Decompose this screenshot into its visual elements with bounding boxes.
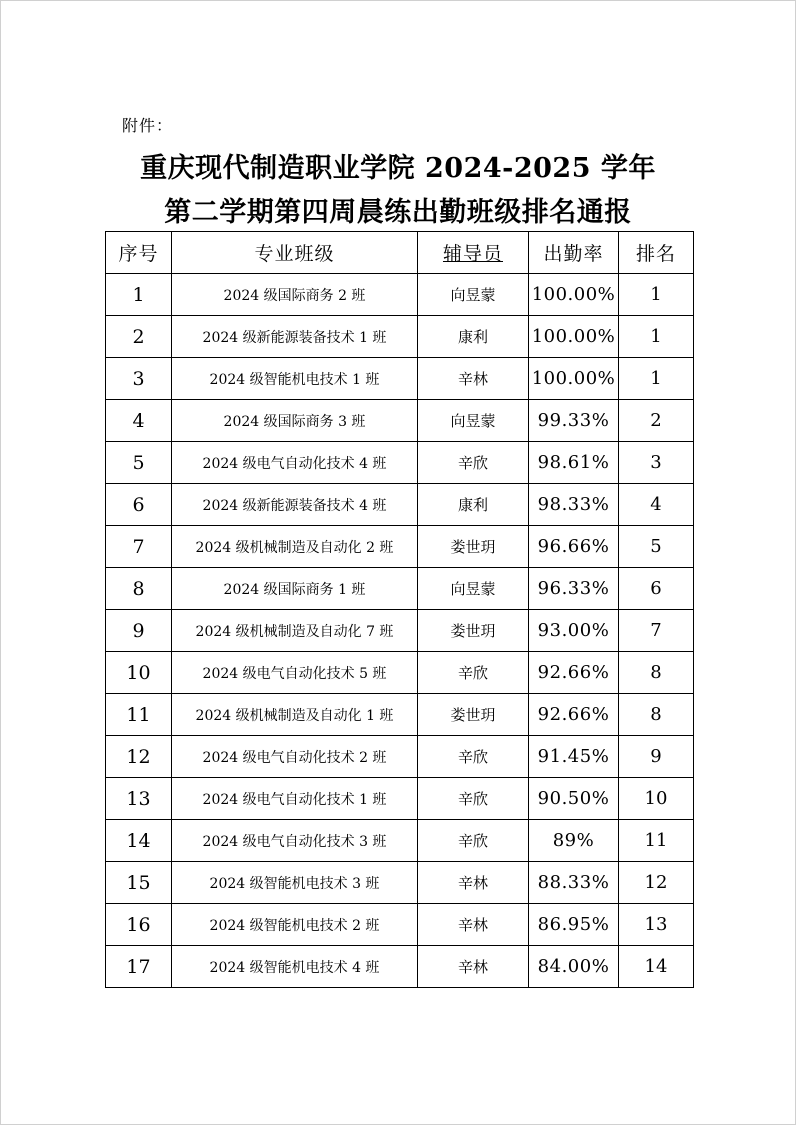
cell-rate: 100.00% [529, 358, 619, 400]
cell-counselor: 向昱蒙 [418, 274, 529, 316]
cell-counselor: 辛欣 [418, 442, 529, 484]
cell-seq: 14 [106, 820, 172, 862]
cell-counselor: 辛林 [418, 862, 529, 904]
cell-class: 2024 级智能机电技术 1 班 [172, 358, 418, 400]
cell-counselor: 辛林 [418, 904, 529, 946]
cell-rank: 12 [619, 862, 694, 904]
cell-rate: 100.00% [529, 316, 619, 358]
attendance-ranking-table [105, 231, 694, 988]
cell-class: 2024 级国际商务 2 班 [172, 274, 418, 316]
header-counselor: 辅导员 [418, 232, 529, 274]
cell-class: 2024 级电气自动化技术 1 班 [172, 778, 418, 820]
cell-seq: 6 [106, 484, 172, 526]
cell-rate: 91.45% [529, 736, 619, 778]
cell-rate: 98.61% [529, 442, 619, 484]
document-title-line1: 重庆现代制造职业学院 2024-2025 学年 [140, 153, 656, 184]
cell-rate: 96.66% [529, 526, 619, 568]
cell-class: 2024 级新能源装备技术 4 班 [172, 484, 418, 526]
cell-seq: 8 [106, 568, 172, 610]
cell-seq: 12 [106, 736, 172, 778]
cell-seq: 3 [106, 358, 172, 400]
cell-rank: 3 [619, 442, 694, 484]
cell-seq: 9 [106, 610, 172, 652]
cell-class: 2024 级机械制造及自动化 2 班 [172, 526, 418, 568]
cell-seq: 10 [106, 652, 172, 694]
cell-class: 2024 级电气自动化技术 5 班 [172, 652, 418, 694]
cell-rank: 5 [619, 526, 694, 568]
cell-rank: 10 [619, 778, 694, 820]
cell-seq: 11 [106, 694, 172, 736]
cell-class: 2024 级机械制造及自动化 7 班 [172, 610, 418, 652]
cell-seq: 13 [106, 778, 172, 820]
cell-rank: 1 [619, 316, 694, 358]
cell-counselor: 辛欣 [418, 652, 529, 694]
cell-counselor: 康利 [418, 484, 529, 526]
cell-rate: 88.33% [529, 862, 619, 904]
table-row [106, 904, 694, 946]
cell-rate: 99.33% [529, 400, 619, 442]
cell-rank: 6 [619, 568, 694, 610]
cell-rank: 14 [619, 946, 694, 988]
table-row [106, 694, 694, 736]
header-rank: 排名 [619, 232, 694, 274]
cell-class: 2024 级电气自动化技术 2 班 [172, 736, 418, 778]
table-row [106, 736, 694, 778]
cell-class: 2024 级电气自动化技术 3 班 [172, 820, 418, 862]
cell-class: 2024 级智能机电技术 3 班 [172, 862, 418, 904]
header-seq: 序号 [106, 232, 172, 274]
header-rate: 出勤率 [529, 232, 619, 274]
cell-seq: 7 [106, 526, 172, 568]
cell-counselor: 辛林 [418, 946, 529, 988]
cell-rate: 100.00% [529, 274, 619, 316]
cell-counselor: 辛林 [418, 358, 529, 400]
cell-rate: 89% [529, 820, 619, 862]
cell-rank: 1 [619, 358, 694, 400]
cell-rate: 96.33% [529, 568, 619, 610]
table-header-row [106, 232, 694, 274]
cell-class: 2024 级电气自动化技术 4 班 [172, 442, 418, 484]
cell-rank: 1 [619, 274, 694, 316]
cell-rank: 9 [619, 736, 694, 778]
table-row [106, 820, 694, 862]
cell-counselor: 娄世玥 [418, 526, 529, 568]
table-row [106, 862, 694, 904]
cell-seq: 15 [106, 862, 172, 904]
cell-rank: 8 [619, 694, 694, 736]
table-row [106, 274, 694, 316]
cell-class: 2024 级机械制造及自动化 1 班 [172, 694, 418, 736]
cell-seq: 5 [106, 442, 172, 484]
table-row [106, 316, 694, 358]
cell-rank: 7 [619, 610, 694, 652]
cell-rank: 2 [619, 400, 694, 442]
table-row [106, 442, 694, 484]
table-row [106, 610, 694, 652]
cell-rate: 90.50% [529, 778, 619, 820]
cell-counselor: 娄世玥 [418, 610, 529, 652]
cell-rate: 84.00% [529, 946, 619, 988]
cell-seq: 2 [106, 316, 172, 358]
cell-rate: 98.33% [529, 484, 619, 526]
cell-class: 2024 级新能源装备技术 1 班 [172, 316, 418, 358]
cell-rate: 92.66% [529, 694, 619, 736]
table-row [106, 778, 694, 820]
cell-rank: 8 [619, 652, 694, 694]
cell-seq: 4 [106, 400, 172, 442]
cell-rate: 92.66% [529, 652, 619, 694]
cell-rate: 86.95% [529, 904, 619, 946]
table-row [106, 484, 694, 526]
attachment-label: 附件： [122, 116, 174, 135]
cell-counselor: 向昱蒙 [418, 400, 529, 442]
cell-seq: 1 [106, 274, 172, 316]
cell-rank: 11 [619, 820, 694, 862]
cell-seq: 16 [106, 904, 172, 946]
table-row [106, 358, 694, 400]
cell-counselor: 向昱蒙 [418, 568, 529, 610]
cell-seq: 17 [106, 946, 172, 988]
cell-counselor: 辛欣 [418, 736, 529, 778]
table-row [106, 400, 694, 442]
cell-counselor: 娄世玥 [418, 694, 529, 736]
table-row [106, 652, 694, 694]
table-row [106, 568, 694, 610]
cell-class: 2024 级国际商务 3 班 [172, 400, 418, 442]
cell-class: 2024 级智能机电技术 2 班 [172, 904, 418, 946]
table-row [106, 946, 694, 988]
table-row [106, 526, 694, 568]
cell-rate: 93.00% [529, 610, 619, 652]
cell-class: 2024 级国际商务 1 班 [172, 568, 418, 610]
cell-class: 2024 级智能机电技术 4 班 [172, 946, 418, 988]
cell-counselor: 康利 [418, 316, 529, 358]
cell-rank: 13 [619, 904, 694, 946]
header-class: 专业班级 [172, 232, 418, 274]
cell-counselor: 辛欣 [418, 778, 529, 820]
cell-rank: 4 [619, 484, 694, 526]
cell-counselor: 辛欣 [418, 820, 529, 862]
document-title-line2: 第二学期第四周晨练出勤班级排名通报 [164, 197, 632, 228]
